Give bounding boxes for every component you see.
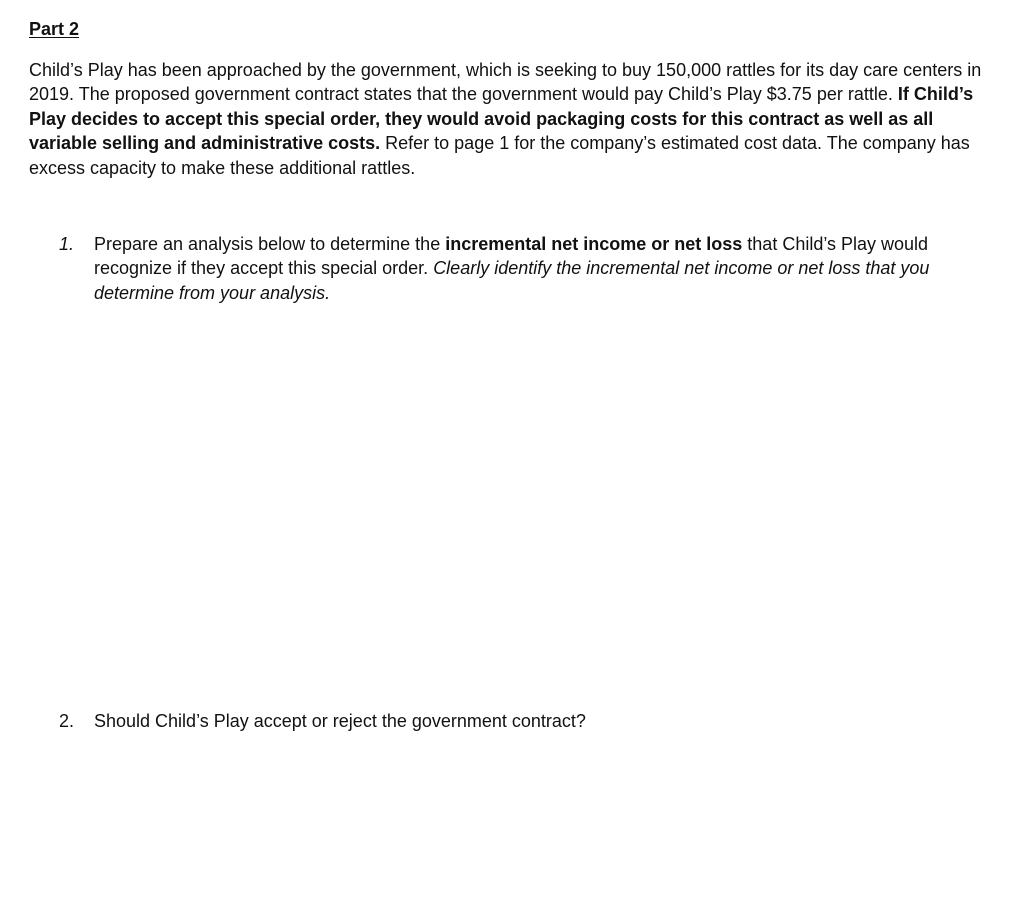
question-1-italic-text: Clearly identify the incremental net income or net loss that you determine from your analysis.: [94, 258, 930, 303]
question-1-number: 1.: [59, 234, 75, 254]
question-1-text-part: Prepare an analysis below to determine the: [94, 234, 446, 254]
section-heading: Part 2: [29, 19, 80, 39]
intro-bold-text: If Child’s Play decides to accept this special order, they would avoid packaging costs for this contract as well as all variable selling and administrative costs.: [29, 84, 974, 154]
question-1-text: [94, 232, 1009, 305]
question-2-text: Should Child’s Play accept or reject the government contract?: [94, 711, 586, 731]
question-1-bold-text: incremental net income or net loss: [445, 234, 743, 254]
question-1-text-part: that Child’s Play would recognize if they accept this special order.: [94, 234, 929, 279]
intro-text-continued: Refer to page 1 for the company’s estimated cost data. The company has excess capacity to make these additional rattles.: [29, 133, 970, 178]
intro-text: Child’s Play has been approached by the government, which is seeking to buy 150,000 rattles for its day care centers in 2019. The proposed government contract states that the government would pay Child’s Play $3.75 per rattle.: [29, 60, 982, 105]
intro-paragraph: [29, 58, 1004, 180]
question-2-number: 2.: [59, 711, 75, 731]
